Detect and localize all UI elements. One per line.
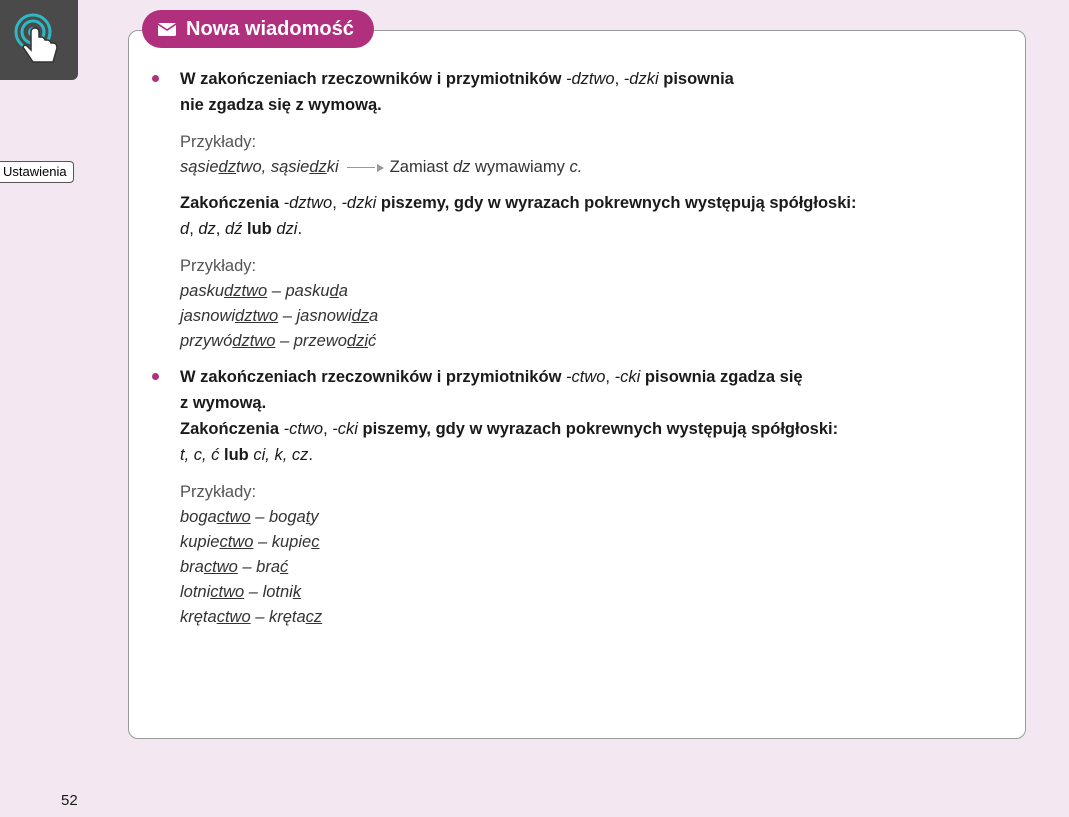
arrow-icon: [347, 167, 375, 168]
app-tile[interactable]: [0, 0, 78, 80]
badge-title: Nowa wiadomość: [186, 17, 354, 40]
example-row: kupiectwo – kupiec: [180, 533, 320, 551]
example-row: lotnictwo – lotnik: [180, 583, 302, 601]
example-row: krętactwo – krętacz: [180, 608, 323, 626]
rule-ctwo: W zakończeniach rzeczowników i przymiotników -ctwo, -cki pisownia zgadza się z wymową. Zakończenia -ctwo, -cki piszemy, gdy w wyrazach pokrewnych występują spółgłoski: t, c, ć lub ci, k, cz.: [150, 364, 990, 468]
example-row: sąsiedztwo, sąsiedzki Zamiast dz wymawiamy c.: [180, 158, 583, 176]
rule-dztwo-condition: Zakończenia -dztwo, -dzki piszemy, gdy w wyrazach pokrewnych występują spółgłoski: d, dz, dź lub dzi.: [180, 194, 857, 238]
touch-hand-icon: [13, 12, 65, 68]
example-row: bogactwo – bogaty: [180, 508, 319, 526]
example-row: jasnowidztwo – jasnowidza: [180, 307, 379, 325]
examples-label: Przykłady:: [180, 257, 257, 275]
bullet-icon: [152, 75, 159, 82]
examples-label: Przykłady:: [180, 133, 257, 151]
example-row: paskudztwo – paskuda: [180, 282, 348, 300]
card-content: [150, 66, 990, 630]
rule-dztwo: W zakończeniach rzeczowników i przymiotników -dztwo, -dzki pisownia nie zgadza się z wymową.: [150, 66, 990, 118]
envelope-icon: [158, 23, 176, 36]
examples-label: Przykłady:: [180, 483, 257, 501]
new-message-badge: [142, 10, 374, 48]
bullet-icon: [152, 373, 159, 380]
example-row: bractwo – brać: [180, 558, 289, 576]
example-row: przywództwo – przewodzić: [180, 332, 377, 350]
settings-button[interactable]: Ustawienia: [0, 161, 74, 183]
page-number: 52: [61, 792, 78, 809]
